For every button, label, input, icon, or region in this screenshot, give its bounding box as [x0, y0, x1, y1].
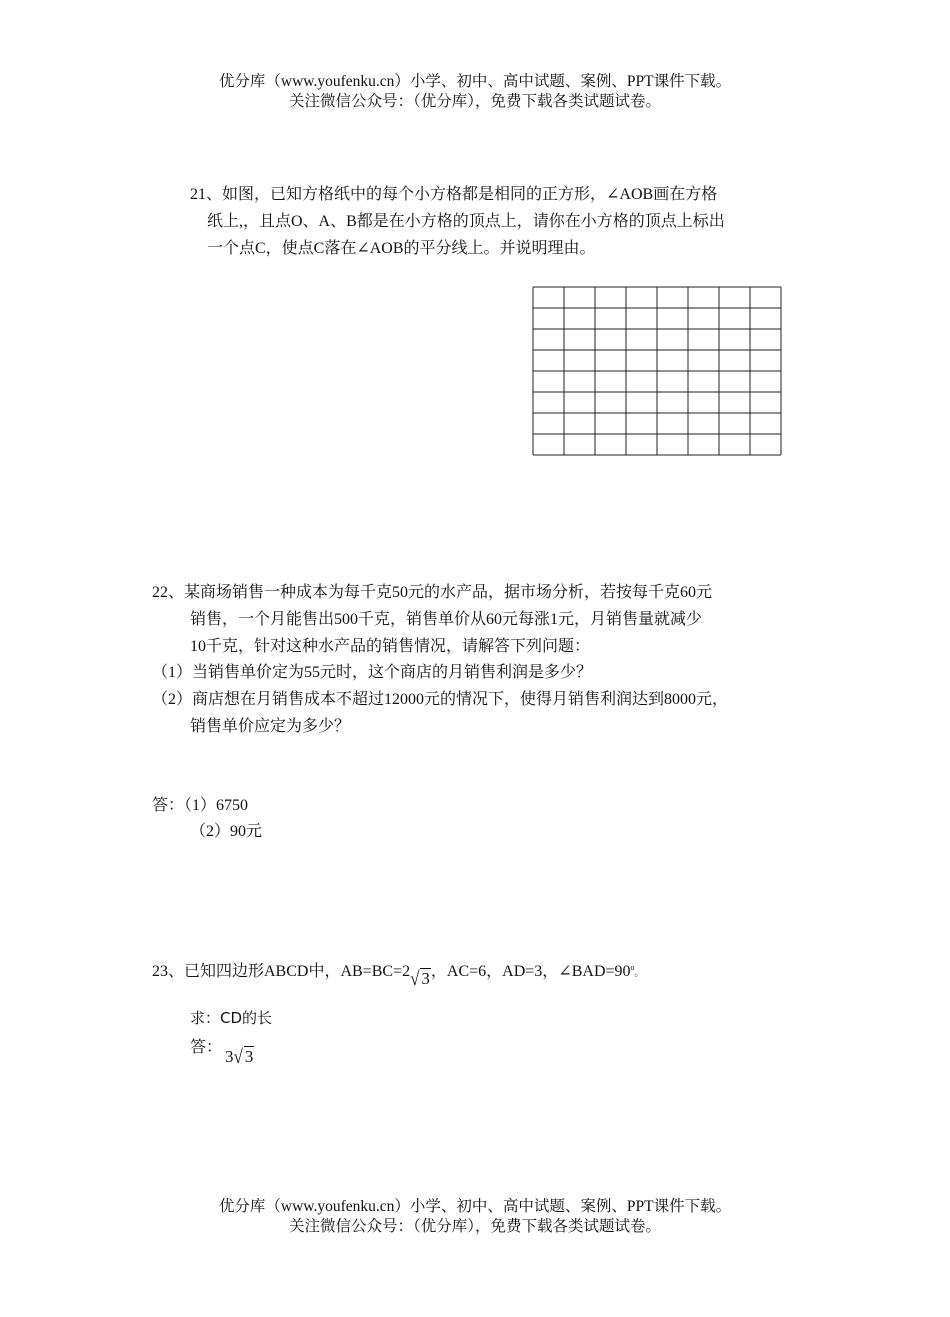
q23-answer-value	[225, 1046, 254, 1067]
q21-line-1: 21、如图，已知方格纸中的每个小方格都是相同的正方形，∠AOB画在方格	[190, 186, 718, 203]
answer-sqrt: √ 3	[233, 1045, 254, 1068]
q22-line-1: 22、某商场销售一种成本为每千克50元的水产品，据市场分析，若按每千克60元	[152, 584, 713, 601]
q23-ending: 。	[634, 968, 644, 978]
q22-part-2b: 销售单价应定为多少？	[190, 718, 351, 735]
header-line-1: 优分库（www.youfenku.cn）小学、初中、高中试题、案例、PPT课件下载。	[218, 73, 732, 90]
degree-mark: o	[630, 963, 635, 972]
q21-line-3: 一个点C，使点C落在∠AOB的平分线上。并说明理由。	[207, 240, 596, 257]
q22-line-2: 销售，一个月能售出500千克，销售单价从60元每涨1元，月销售量就减少	[190, 611, 703, 628]
q22-part-1: （1）当销售单价定为55元时，这个商店的月销售利润是多少？	[152, 664, 593, 681]
header-line-2: 关注微信公众号：（优分库），免费下载各类试题试卷。	[288, 93, 661, 110]
q23-answer-label: 答：	[190, 1039, 223, 1056]
q23-prefix: 23、已知四边形ABCD中，AB=BC=2	[152, 963, 411, 980]
q23-statement	[152, 958, 644, 990]
q22-line-3: 10千克，针对这种水产品的销售情况，请解答下列问题：	[190, 638, 591, 655]
sqrt-expression: √ 3	[410, 967, 430, 990]
footer-line-2: 关注微信公众号：（优分库），免费下载各类试题试卷。	[288, 1218, 661, 1235]
q22-answer-2: （2）90元	[190, 823, 263, 840]
q23-suffix: ，AC=6，AD=3，∠BAD=90	[430, 963, 631, 980]
q22-answer-1: 答：（1）6750	[152, 797, 249, 814]
q21-line-2: 纸上,，且点O、A、B都是在小方格的顶点上，请你在小方格的顶点上标出	[207, 213, 725, 230]
footer-line-1: 优分库（www.youfenku.cn）小学、初中、高中试题、案例、PPT课件下载。	[218, 1198, 732, 1215]
q22-part-2a: （2）商店想在月销售成本不超过12000元的情况下，使得月销售利润达到8000元，	[152, 691, 729, 708]
sqrt-radicand: 3	[421, 969, 430, 988]
answer-coefficient: 3	[225, 1047, 234, 1066]
answer-radicand: 3	[244, 1047, 254, 1066]
square-grid	[532, 286, 782, 456]
q23-ask: 求：CD的长	[190, 1009, 273, 1027]
